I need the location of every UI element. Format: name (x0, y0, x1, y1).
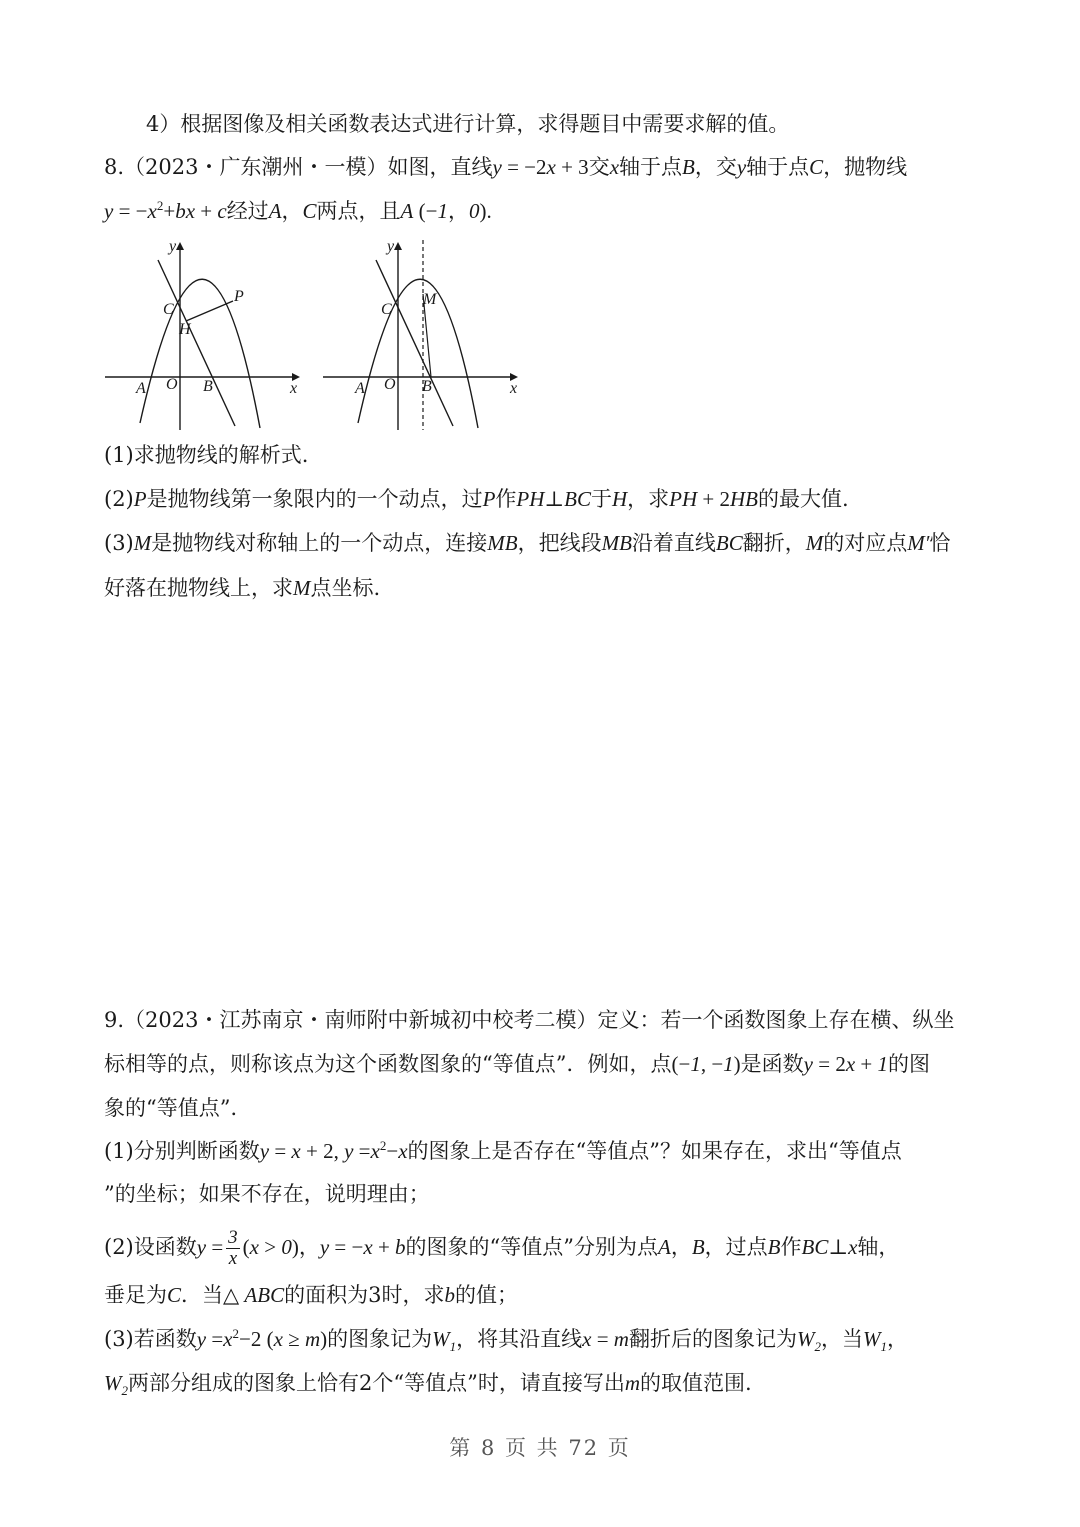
q9-part2-line1: (2)设函数y = $\frac{3}{x}$ (x > 0)，y = −x + b的图象的“等值点”分别为点A，B，过点B作BC⊥x轴， (104, 1227, 900, 1269)
origin-label-2: O (384, 376, 396, 393)
q8-part2: (2)P是抛物线第一象限内的一个动点，过P作PH⊥BC于H，求PH + 2HB的最大值. (104, 487, 849, 511)
q9-part1-line1: (1)分别判断函数y = x + 2, $y =x^2-x$的图象上是否存在“等值点”？如果存在，求出“等值点 (104, 1138, 902, 1163)
parabola-equation: $y = -x^2+bx + c$ (104, 198, 227, 223)
q8-part3-line2: 好落在抛物线上，求M点坐标. (104, 576, 381, 600)
point-a-label-2: A (355, 380, 365, 397)
page-footer: 第 8 页 共 72 页 (449, 1436, 631, 1460)
point-h-label: H (179, 321, 191, 338)
q9-source: （2023・江苏南京・南师附中新城初中校考二模） (124, 1008, 598, 1032)
figure-1 (100, 238, 310, 433)
q9-line1: 9.（2023・江苏南京・南师附中新城初中校考二模）定义：若一个函数图象上存在横、纵坐 (104, 1008, 955, 1032)
q9-number: 9. (104, 1008, 125, 1032)
q9-line2: 标相等的点，则称该点为这个函数图象的“等值点”．例如，点(−1, −1)是函数y = 2x + 1的图 (104, 1052, 931, 1076)
q8-line1: 8.（2023・广东潮州・一模）如图，直线y = −2x + 3交x轴于点B，交y轴于点C，抛物线 (104, 155, 908, 179)
point-a-label: A (136, 380, 146, 397)
point-p-label: P (234, 288, 244, 305)
line-equation: y (492, 155, 502, 179)
q8-part1: (1)求抛物线的解析式. (104, 443, 309, 467)
q8-number: 8. (104, 155, 125, 179)
q9-part3-line1: (3)若函数$y =x^2-2$ (x ≥ m)的图象记为$W_1$，将其沿直线x = m翻折后的图象记为$W_2$，当$W_1$， (104, 1326, 908, 1355)
x-axis-label-2: x (510, 380, 518, 397)
y-axis-label: y (169, 238, 177, 255)
q9-part3-line2: $W_2$两部分组成的图象上恰有2个“等值点”时，请直接写出m的取值范围. (104, 1371, 752, 1399)
q9-part1-line2: ”的坐标；如果不存在，说明理由； (104, 1182, 430, 1206)
point-c-label: C (163, 301, 174, 318)
point-b-label: B (203, 378, 213, 395)
point-m-label: M (423, 291, 437, 308)
q8-line2: $y = -x^2+bx + c$经过A，C两点，且A (−1，0). (104, 198, 492, 223)
y-axis-label-2: y (387, 238, 395, 255)
point-c-label-2: C (381, 301, 392, 318)
q9-part2-line2: 垂足为C．当△ ABC的面积为3时，求b的值； (104, 1283, 518, 1307)
q8-source: （2023・广东潮州・一模） (124, 155, 388, 179)
figure-2 (318, 238, 528, 433)
q8-part3-line1: (3)M是抛物线对称轴上的一个动点，连接MB，把线段MB沿着直线BC翻折，M的对应点M′恰 (104, 531, 951, 555)
q9-line3: 象的“等值点”． (104, 1096, 252, 1120)
x-axis-label: x (290, 380, 298, 397)
step4-text: 4）根据图像及相关函数表达式进行计算，求得题目中需要求解的值。 (146, 112, 790, 136)
point-b-label-2: B (422, 378, 432, 395)
origin-label: O (166, 376, 178, 393)
